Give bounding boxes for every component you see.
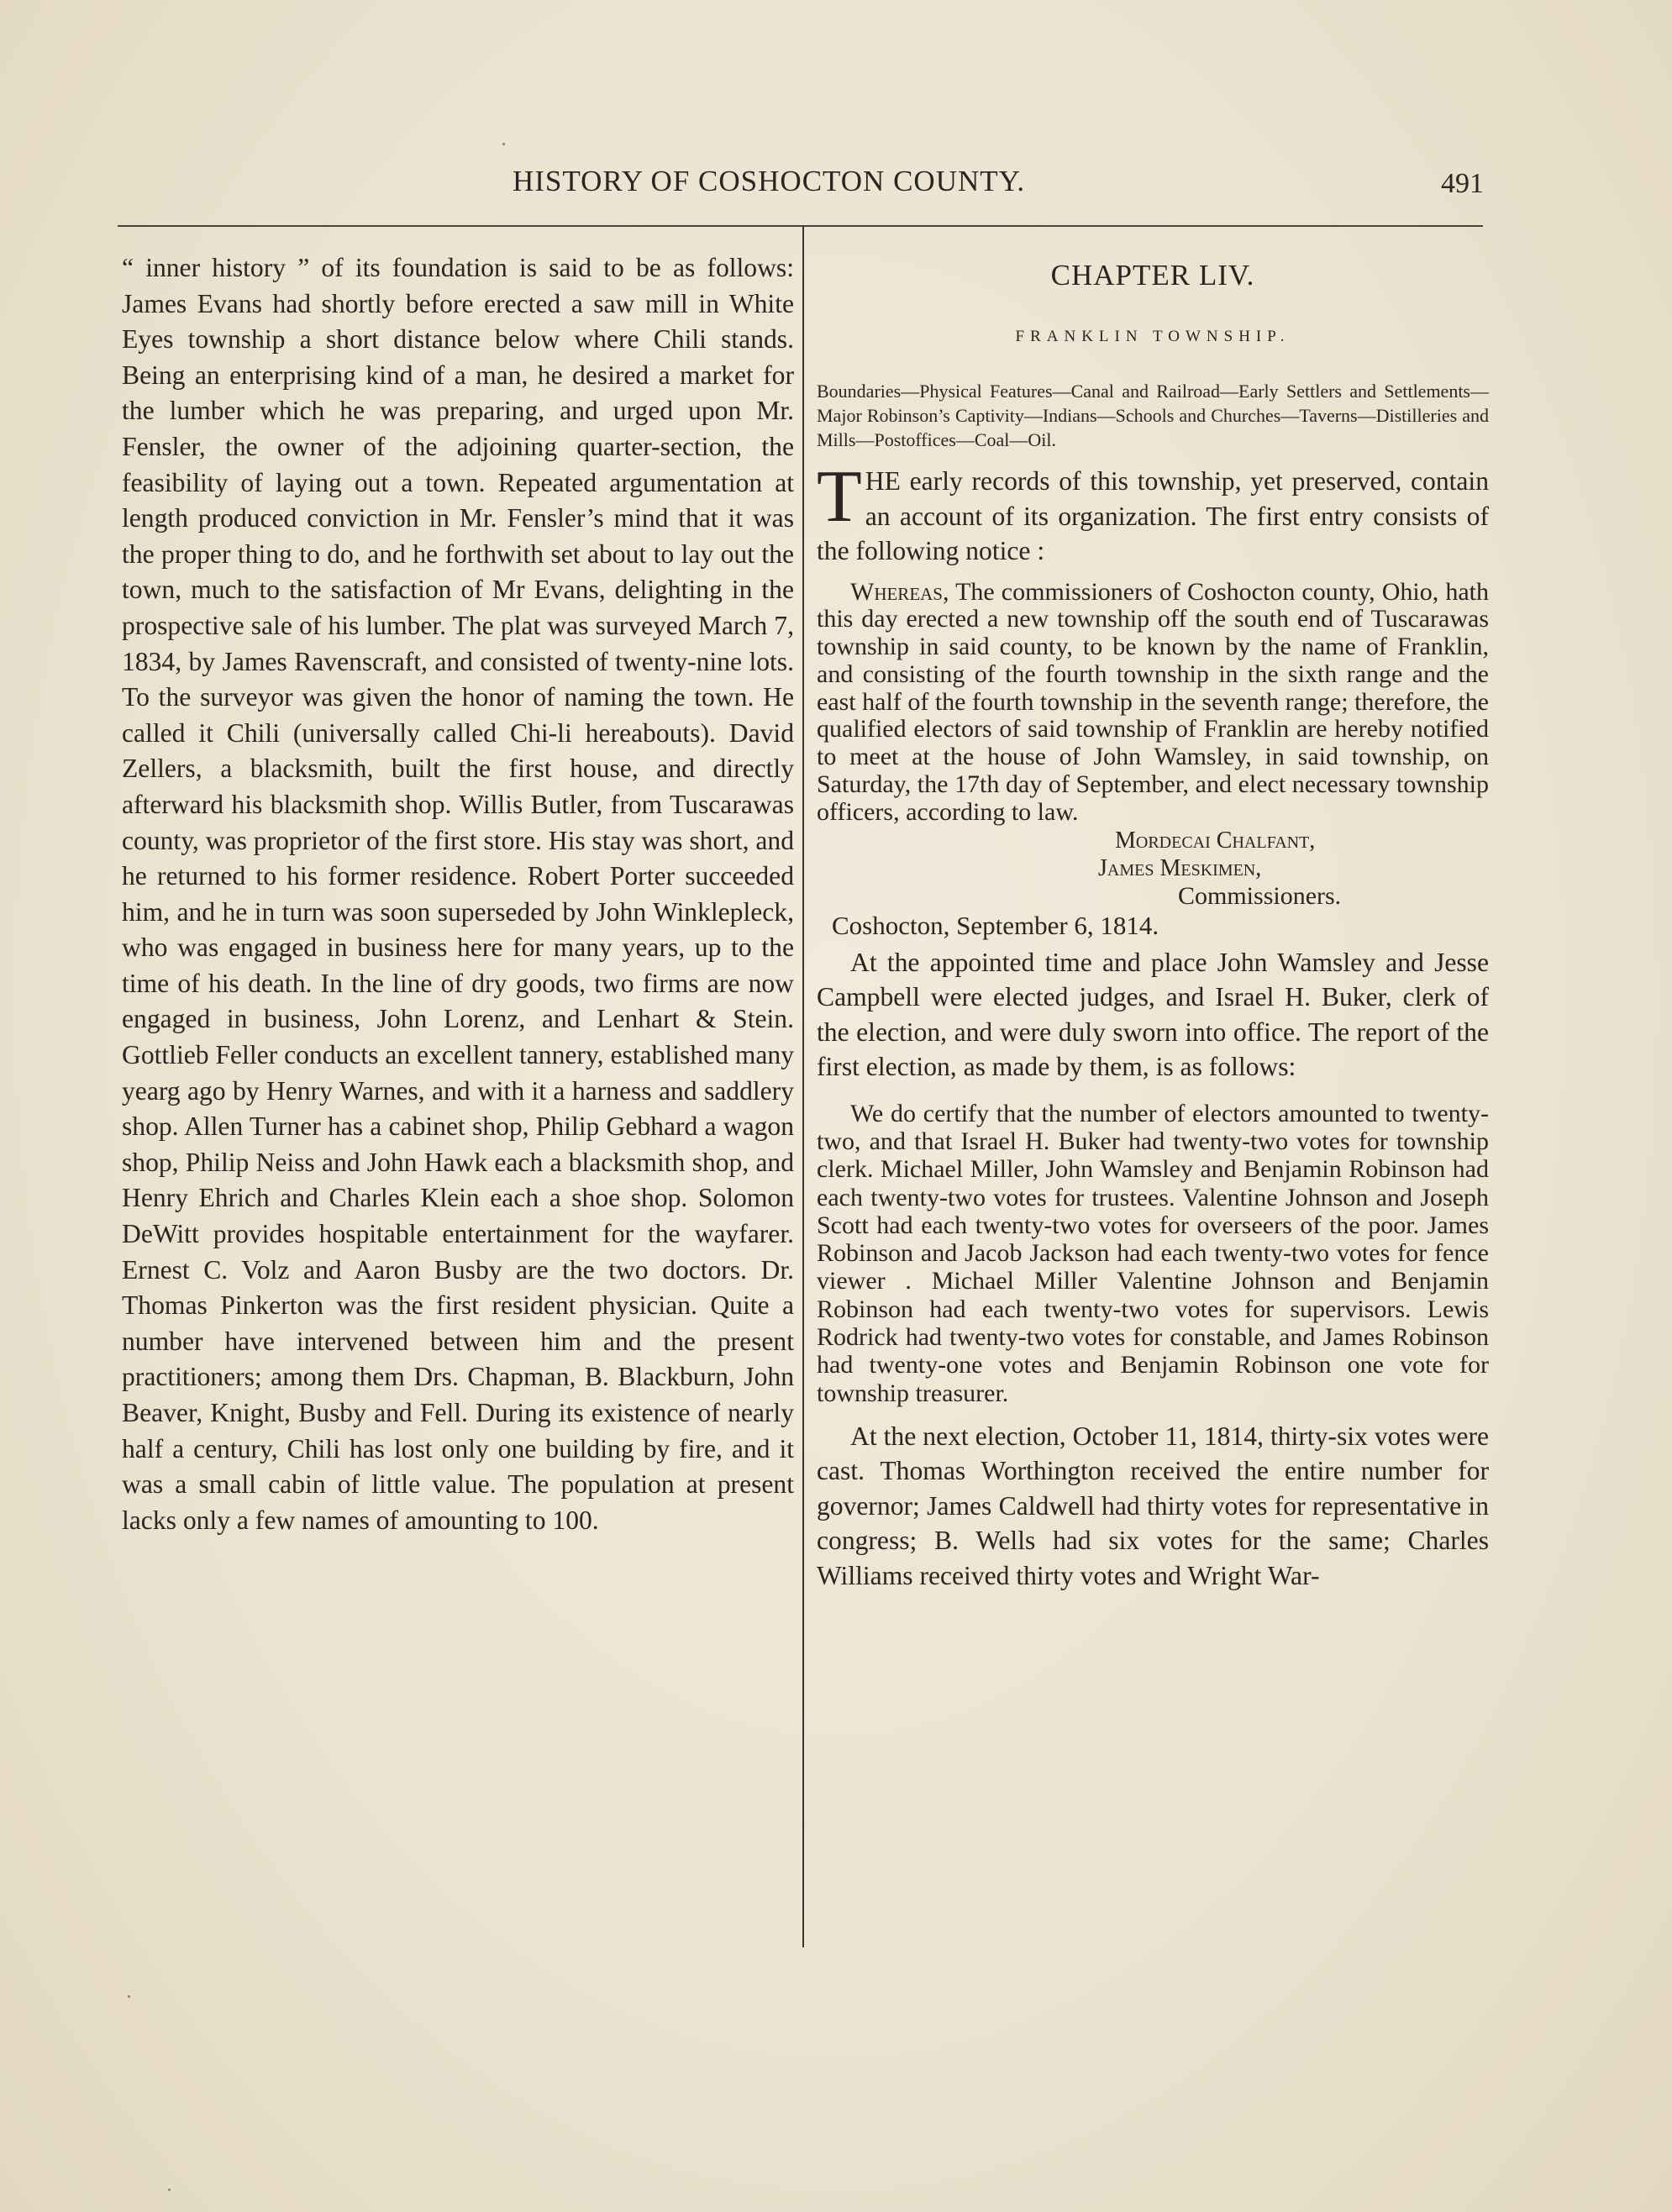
next-election-paragraph: At the next election, October 11, 1814, thirty-six votes were cast. Thomas Worthington received the entire number for governor; James Caldwell had thirty votes for representative in congress; B. Wells had six votes for the same; Charles Williams received thirty votes and Wright War- — [817, 1421, 1489, 1590]
running-header — [118, 165, 1496, 215]
notice-text — [817, 579, 1489, 827]
signer-chalfant: Mordecai Chalfant, — [1115, 827, 1316, 854]
signer-role: Commissioners. — [1178, 881, 1342, 910]
notice-dateline: Coshocton, September 6, 1814. — [832, 910, 1159, 940]
chapter-subtitle: FRANKLIN TOWNSHIP. — [1015, 328, 1291, 345]
paper-speck — [168, 2188, 171, 2191]
right-column — [817, 252, 1489, 1593]
notice-lead: Whereas, — [850, 577, 949, 606]
running-title: HISTORY OF COSHOCTON COUNTY. — [513, 165, 1026, 197]
signer-meskimen: James Meskimen, — [1098, 854, 1262, 881]
chili-paragraph: “ inner history ” of its foundation is said to be as follows: James Evans had shortly before erected a saw mill in White Eyes township a short distance below where Chili stands. Being an enterprising kind of a man, he desired a market for the lumber which he was preparing, and urged upon Mr. Fensler, the owner of the adjoining quarter-section, the feasibility of laying out a town. Repeated argumentation at length produced conviction in Mr. Fensler’s mind that it was the proper thing to do, and he forthwith set about to lay out the town, much to the satisfaction of Mr Evans, delighting in the prospective sale of his lumber. The plat was surveyed March 7, 1834, by James Ravenscraft, and consisted of twenty-nine lots. To the surveyor was given the honor of naming the town. He called it Chili (universally called Chi-li hereabouts). David Zellers, a blacksmith, built the first house, and directly afterward his blacksmith shop. Willis Butler, from Tuscarawas county, was proprietor of the first store. His stay was short, and he returned to his former residence. Robert Porter succeeded him, and he in turn was soon superseded by John Winklepleck, who was engaged in business here for many years, up to the time of his death. In the line of dry goods, two firms are now engaged in business, John Lorenz, and Lenhart & Stein. Gottlieb Feller conducts an excellent tannery, established many yearg ago by Henry Warnes, and with it a harness and saddlery shop. Allen Turner has a cabinet shop, Philip Gebhard a wagon shop, Philip Neiss and John Hawk each a blacksmith shop, and Henry Ehrich and Charles Klein each a shoe shop. Solomon DeWitt provides hospitable entertainment for the wayfarer. Ernest C. Volz and Aaron Busby are the two doctors. Dr. Thomas Pinkerton was the first resident physician. Quite a number have intervened between him and the present practitioners; among them Drs. Chapman, B. Blackburn, John Beaver, Knight, Busby and Fell. During its existence of nearly half a century, Chili has lost only one building by fire, and it was a small cabin of little value. The population at present lacks only a few names of amounting to 100. — [122, 253, 794, 1535]
chapter-synopsis: Boundaries—Physical Features—Canal and Railroad—Early Settlers and Settlements—Major Robinson’s Captivity—Indians—Schools and Churches—Taverns—Distilleries and Mills—Postoffices—Coal—Oil. — [817, 381, 1489, 450]
opening-text: HE early records of this township, yet preserved, contain an account of its organization. The first entry consists of the following notice : — [817, 466, 1489, 565]
election-paragraph: At the appointed time and place John Wamsley and Jesse Campbell were elected judges, and Israel H. Buker, clerk of the election, and were duly sworn into office. The report of the first election, as made by them, is as follows: — [817, 947, 1489, 1082]
left-column — [122, 250, 794, 1538]
column-divider — [802, 225, 804, 1947]
paper-speck — [128, 1995, 130, 1998]
header-rule — [118, 225, 1483, 227]
drop-cap: T — [817, 456, 862, 538]
page-number: 491 — [1441, 168, 1484, 199]
election-certificate: We do certify that the number of electors amounted to twenty-two, and that Israel H. Buker had twenty-two votes for township clerk. Michael Miller, John Wamsley and Benjamin Robinson had each twenty-two votes for trustees. Valentine Johnson and Joseph Scott had each twenty-two votes for overseers of the poor. James Robinson and Jacob Jackson had each twenty-two votes for fence viewer . Michael Miller Valentine Johnson and Benjamin Robinson had each twenty-two votes for supervisors. Lewis Rodrick had twenty-two votes for constable, and James Robinson had twenty-one votes and Benjamin Robinson one vote for township treasurer. — [817, 1099, 1489, 1407]
chapter-title: CHAPTER LIV. — [1050, 259, 1255, 292]
opening-paragraph — [817, 456, 1489, 569]
notice-body: The commissioners of Coshocton county, Ohio, hath this day erected a new township off the south end of Tuscarawas township in said county, to be known by the name of Franklin, and consisting of the fourth township in the sixth range and the east half of the fourth township in the seventh range; therefore, the qualified electors of said township of Franklin are hereby notified to meet at the house of John Wamsley, in said township, on Saturday, the 17th day of September, and elect necessary township officers, according to law. — [817, 577, 1489, 826]
paper-speck — [502, 143, 505, 145]
